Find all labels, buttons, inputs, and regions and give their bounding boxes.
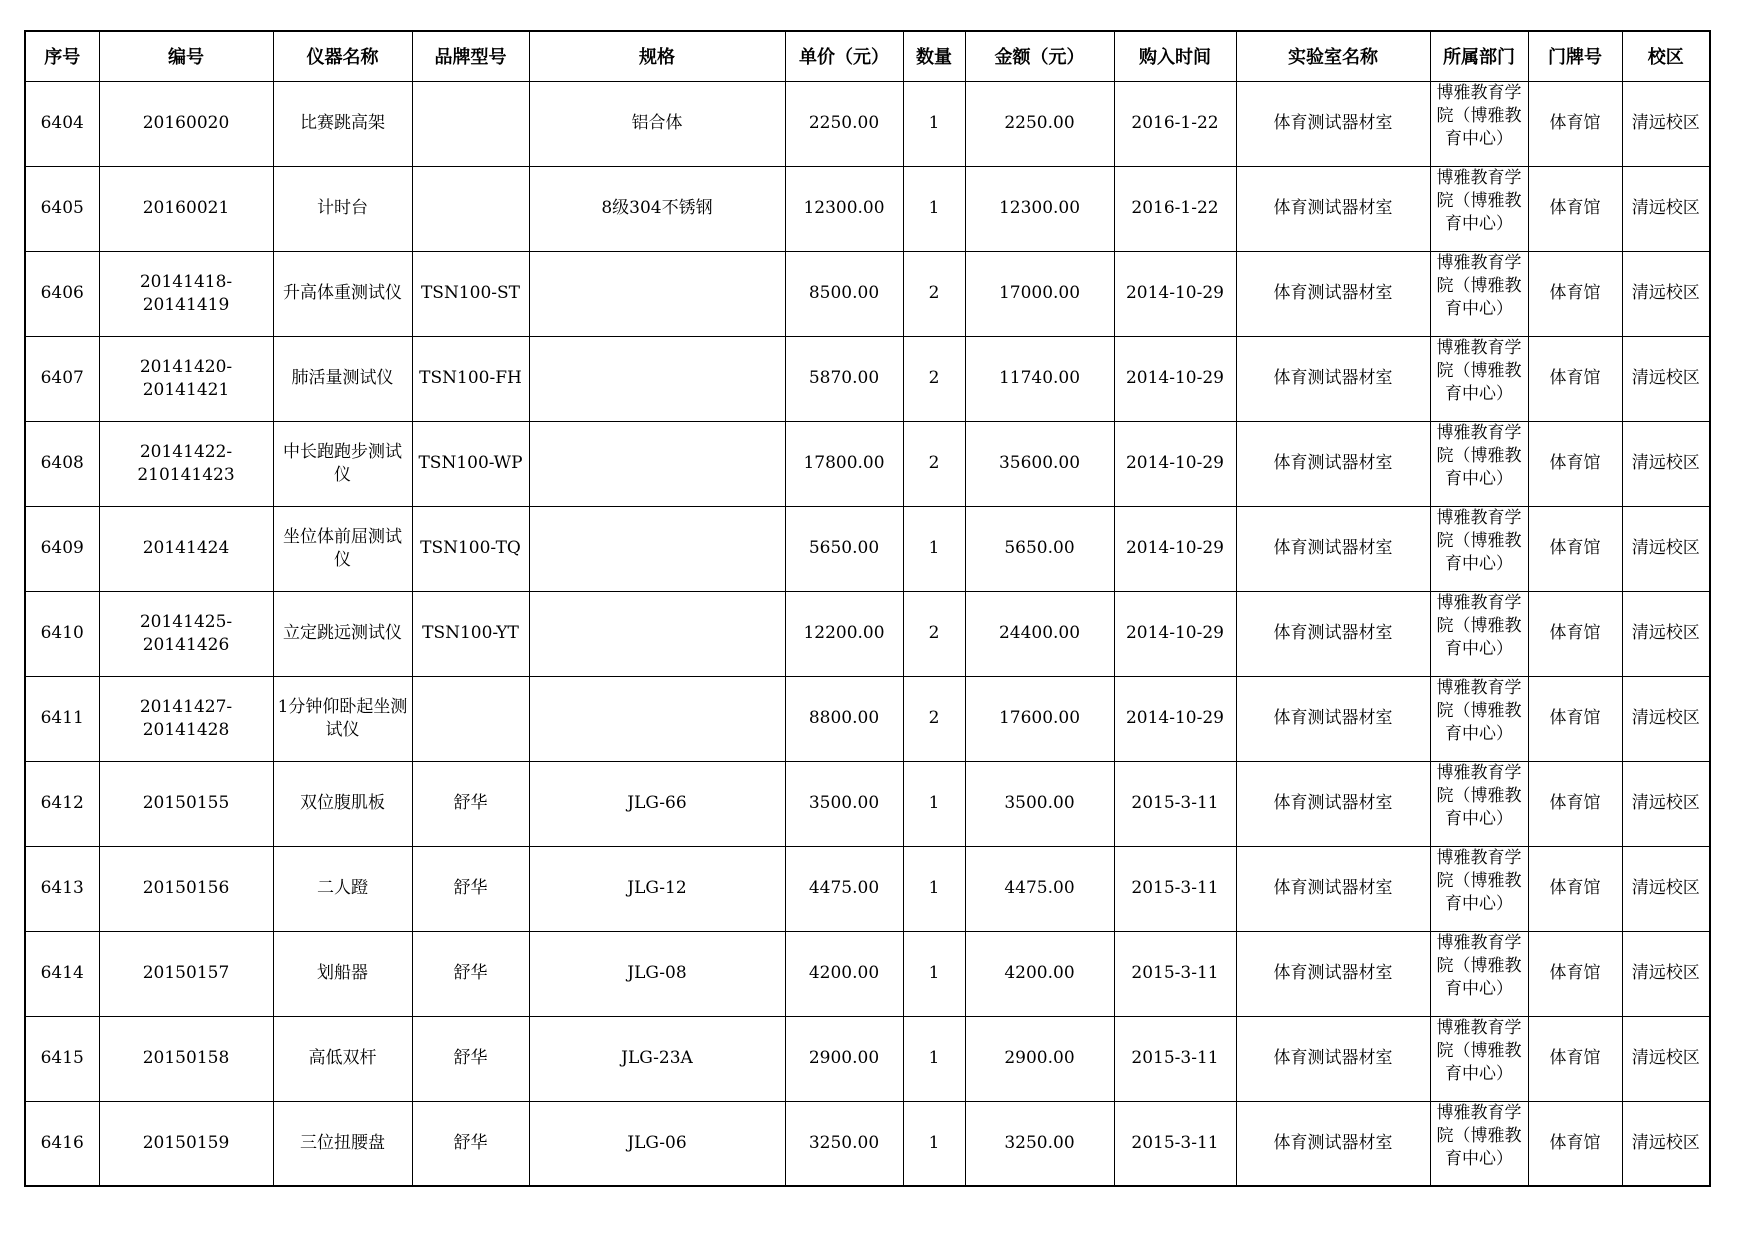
cell-code: 20150158 — [99, 1016, 273, 1101]
cell-code: 20141427-20141428 — [99, 676, 273, 761]
table-row — [25, 676, 1710, 761]
cell-spec — [529, 506, 785, 591]
header-brand: 品牌型号 — [412, 31, 529, 81]
cell-amount: 5650.00 — [965, 506, 1114, 591]
cell-amount: 17600.00 — [965, 676, 1114, 761]
cell-spec: JLG-06 — [529, 1101, 785, 1186]
cell-dept — [1430, 336, 1528, 421]
cell-seq: 6404 — [25, 81, 99, 166]
cell-spec: JLG-23A — [529, 1016, 785, 1101]
cell-brand: TSN100-TQ — [412, 506, 529, 591]
cell-seq: 6411 — [25, 676, 99, 761]
table-body — [25, 81, 1710, 1186]
cell-code: 20141422-210141423 — [99, 421, 273, 506]
cell-room: 体育馆 — [1528, 166, 1622, 251]
cell-dept — [1430, 81, 1528, 166]
cell-brand: 舒华 — [412, 846, 529, 931]
cell-brand: TSN100-YT — [412, 591, 529, 676]
cell-campus: 清远校区 — [1622, 1016, 1710, 1101]
cell-code: 20160020 — [99, 81, 273, 166]
dept-text: 博雅教育学院（博雅教育中心） — [1436, 82, 1522, 149]
equipment-table — [24, 30, 1711, 1187]
cell-code: 20160021 — [99, 166, 273, 251]
cell-lab: 体育测试器材室 — [1236, 1101, 1430, 1186]
cell-lab: 体育测试器材室 — [1236, 251, 1430, 336]
cell-qty: 2 — [903, 421, 965, 506]
cell-spec: 8级304不锈钢 — [529, 166, 785, 251]
table-row — [25, 846, 1710, 931]
cell-name: 计时台 — [273, 166, 412, 251]
cell-date: 2015-3-11 — [1114, 1016, 1236, 1101]
table-row — [25, 591, 1710, 676]
cell-room: 体育馆 — [1528, 1101, 1622, 1186]
cell-code: 20141424 — [99, 506, 273, 591]
cell-date: 2015-3-11 — [1114, 931, 1236, 1016]
cell-campus: 清远校区 — [1622, 591, 1710, 676]
header-price: 单价（元） — [785, 31, 903, 81]
cell-amount: 4475.00 — [965, 846, 1114, 931]
cell-room: 体育馆 — [1528, 251, 1622, 336]
cell-spec — [529, 676, 785, 761]
cell-lab: 体育测试器材室 — [1236, 506, 1430, 591]
cell-lab: 体育测试器材室 — [1236, 846, 1430, 931]
cell-amount: 3500.00 — [965, 761, 1114, 846]
cell-dept — [1430, 761, 1528, 846]
table-row — [25, 81, 1710, 166]
cell-price: 2900.00 — [785, 1016, 903, 1101]
cell-amount: 24400.00 — [965, 591, 1114, 676]
cell-qty: 2 — [903, 251, 965, 336]
cell-spec: 铝合体 — [529, 81, 785, 166]
cell-room: 体育馆 — [1528, 761, 1622, 846]
cell-amount: 12300.00 — [965, 166, 1114, 251]
cell-dept — [1430, 166, 1528, 251]
cell-room: 体育馆 — [1528, 931, 1622, 1016]
cell-campus: 清远校区 — [1622, 166, 1710, 251]
dept-text: 博雅教育学院（博雅教育中心） — [1436, 1102, 1522, 1169]
cell-name: 划船器 — [273, 931, 412, 1016]
cell-lab: 体育测试器材室 — [1236, 591, 1430, 676]
cell-brand: TSN100-FH — [412, 336, 529, 421]
cell-qty: 2 — [903, 336, 965, 421]
dept-text: 博雅教育学院（博雅教育中心） — [1436, 847, 1522, 914]
cell-lab: 体育测试器材室 — [1236, 166, 1430, 251]
cell-dept — [1430, 931, 1528, 1016]
header-seq: 序号 — [25, 31, 99, 81]
cell-campus: 清远校区 — [1622, 676, 1710, 761]
cell-campus: 清远校区 — [1622, 421, 1710, 506]
cell-brand: 舒华 — [412, 1101, 529, 1186]
table-row — [25, 421, 1710, 506]
cell-name: 升高体重测试仪 — [273, 251, 412, 336]
cell-campus: 清远校区 — [1622, 846, 1710, 931]
dept-text: 博雅教育学院（博雅教育中心） — [1436, 167, 1522, 234]
header-campus: 校区 — [1622, 31, 1710, 81]
cell-lab: 体育测试器材室 — [1236, 336, 1430, 421]
table-row — [25, 1016, 1710, 1101]
cell-code: 20141420-20141421 — [99, 336, 273, 421]
cell-spec — [529, 251, 785, 336]
cell-dept — [1430, 1101, 1528, 1186]
cell-name: 比赛跳高架 — [273, 81, 412, 166]
cell-brand — [412, 81, 529, 166]
cell-name: 1分钟仰卧起坐测试仪 — [273, 676, 412, 761]
cell-name: 三位扭腰盘 — [273, 1101, 412, 1186]
cell-qty: 1 — [903, 81, 965, 166]
cell-amount: 35600.00 — [965, 421, 1114, 506]
cell-dept — [1430, 506, 1528, 591]
cell-dept — [1430, 1016, 1528, 1101]
cell-seq: 6406 — [25, 251, 99, 336]
header-name: 仪器名称 — [273, 31, 412, 81]
cell-lab: 体育测试器材室 — [1236, 931, 1430, 1016]
cell-date: 2014-10-29 — [1114, 591, 1236, 676]
header-dept: 所属部门 — [1430, 31, 1528, 81]
cell-qty: 1 — [903, 1101, 965, 1186]
cell-price: 8800.00 — [785, 676, 903, 761]
table-row — [25, 931, 1710, 1016]
cell-price: 12300.00 — [785, 166, 903, 251]
cell-seq: 6407 — [25, 336, 99, 421]
dept-text: 博雅教育学院（博雅教育中心） — [1436, 422, 1522, 489]
cell-date: 2015-3-11 — [1114, 846, 1236, 931]
cell-date: 2014-10-29 — [1114, 676, 1236, 761]
cell-spec — [529, 421, 785, 506]
cell-spec — [529, 591, 785, 676]
cell-room: 体育馆 — [1528, 336, 1622, 421]
cell-price: 5870.00 — [785, 336, 903, 421]
cell-seq: 6410 — [25, 591, 99, 676]
cell-amount: 4200.00 — [965, 931, 1114, 1016]
cell-amount: 3250.00 — [965, 1101, 1114, 1186]
cell-seq: 6408 — [25, 421, 99, 506]
header-row — [25, 31, 1710, 81]
cell-qty: 1 — [903, 761, 965, 846]
header-date: 购入时间 — [1114, 31, 1236, 81]
cell-code: 20141418-20141419 — [99, 251, 273, 336]
cell-price: 3250.00 — [785, 1101, 903, 1186]
cell-qty: 1 — [903, 506, 965, 591]
cell-seq: 6409 — [25, 506, 99, 591]
cell-room: 体育馆 — [1528, 81, 1622, 166]
cell-qty: 1 — [903, 166, 965, 251]
cell-lab: 体育测试器材室 — [1236, 421, 1430, 506]
dept-text: 博雅教育学院（博雅教育中心） — [1436, 337, 1522, 404]
cell-qty: 1 — [903, 846, 965, 931]
cell-brand: TSN100-WP — [412, 421, 529, 506]
cell-dept — [1430, 421, 1528, 506]
cell-dept — [1430, 676, 1528, 761]
header-room: 门牌号 — [1528, 31, 1622, 81]
cell-name: 高低双杆 — [273, 1016, 412, 1101]
header-code: 编号 — [99, 31, 273, 81]
cell-campus: 清远校区 — [1622, 931, 1710, 1016]
cell-brand: 舒华 — [412, 761, 529, 846]
cell-name: 双位腹肌板 — [273, 761, 412, 846]
cell-brand: 舒华 — [412, 931, 529, 1016]
table-row — [25, 166, 1710, 251]
cell-brand — [412, 676, 529, 761]
cell-code: 20150157 — [99, 931, 273, 1016]
cell-campus: 清远校区 — [1622, 761, 1710, 846]
cell-room: 体育馆 — [1528, 421, 1622, 506]
cell-dept — [1430, 591, 1528, 676]
header-lab: 实验室名称 — [1236, 31, 1430, 81]
cell-qty: 2 — [903, 591, 965, 676]
cell-qty: 2 — [903, 676, 965, 761]
cell-spec: JLG-66 — [529, 761, 785, 846]
dept-text: 博雅教育学院（博雅教育中心） — [1436, 592, 1522, 659]
cell-code: 20141425-20141426 — [99, 591, 273, 676]
table-row — [25, 1101, 1710, 1186]
cell-code: 20150155 — [99, 761, 273, 846]
cell-dept — [1430, 251, 1528, 336]
cell-room: 体育馆 — [1528, 676, 1622, 761]
cell-campus: 清远校区 — [1622, 506, 1710, 591]
cell-campus: 清远校区 — [1622, 81, 1710, 166]
cell-brand: 舒华 — [412, 1016, 529, 1101]
cell-spec — [529, 336, 785, 421]
cell-date: 2015-3-11 — [1114, 761, 1236, 846]
cell-price: 3500.00 — [785, 761, 903, 846]
cell-spec: JLG-08 — [529, 931, 785, 1016]
cell-price: 4475.00 — [785, 846, 903, 931]
cell-room: 体育馆 — [1528, 1016, 1622, 1101]
cell-date: 2014-10-29 — [1114, 251, 1236, 336]
cell-date: 2016-1-22 — [1114, 166, 1236, 251]
cell-name: 立定跳远测试仪 — [273, 591, 412, 676]
cell-date: 2016-1-22 — [1114, 81, 1236, 166]
cell-price: 8500.00 — [785, 251, 903, 336]
table-row — [25, 506, 1710, 591]
cell-amount: 2250.00 — [965, 81, 1114, 166]
cell-room: 体育馆 — [1528, 846, 1622, 931]
cell-lab: 体育测试器材室 — [1236, 761, 1430, 846]
cell-date: 2014-10-29 — [1114, 336, 1236, 421]
header-amount: 金额（元） — [965, 31, 1114, 81]
cell-price: 4200.00 — [785, 931, 903, 1016]
cell-room: 体育馆 — [1528, 506, 1622, 591]
cell-campus: 清远校区 — [1622, 336, 1710, 421]
cell-amount: 2900.00 — [965, 1016, 1114, 1101]
cell-date: 2014-10-29 — [1114, 421, 1236, 506]
table-row — [25, 761, 1710, 846]
cell-name: 中长跑跑步测试仪 — [273, 421, 412, 506]
cell-name: 坐位体前屈测试仪 — [273, 506, 412, 591]
cell-lab: 体育测试器材室 — [1236, 1016, 1430, 1101]
cell-price: 5650.00 — [785, 506, 903, 591]
cell-room: 体育馆 — [1528, 591, 1622, 676]
cell-name: 肺活量测试仪 — [273, 336, 412, 421]
cell-date: 2014-10-29 — [1114, 506, 1236, 591]
dept-text: 博雅教育学院（博雅教育中心） — [1436, 252, 1522, 319]
header-qty: 数量 — [903, 31, 965, 81]
cell-seq: 6416 — [25, 1101, 99, 1186]
cell-amount: 11740.00 — [965, 336, 1114, 421]
table-row — [25, 336, 1710, 421]
cell-name: 二人蹬 — [273, 846, 412, 931]
cell-price: 2250.00 — [785, 81, 903, 166]
cell-campus: 清远校区 — [1622, 1101, 1710, 1186]
cell-qty: 1 — [903, 931, 965, 1016]
cell-dept — [1430, 846, 1528, 931]
cell-brand — [412, 166, 529, 251]
dept-text: 博雅教育学院（博雅教育中心） — [1436, 1017, 1522, 1084]
cell-spec: JLG-12 — [529, 846, 785, 931]
dept-text: 博雅教育学院（博雅教育中心） — [1436, 507, 1522, 574]
cell-seq: 6415 — [25, 1016, 99, 1101]
cell-lab: 体育测试器材室 — [1236, 81, 1430, 166]
cell-price: 17800.00 — [785, 421, 903, 506]
cell-amount: 17000.00 — [965, 251, 1114, 336]
dept-text: 博雅教育学院（博雅教育中心） — [1436, 932, 1522, 999]
cell-campus: 清远校区 — [1622, 251, 1710, 336]
header-spec: 规格 — [529, 31, 785, 81]
table-row — [25, 251, 1710, 336]
cell-date: 2015-3-11 — [1114, 1101, 1236, 1186]
cell-qty: 1 — [903, 1016, 965, 1101]
cell-price: 12200.00 — [785, 591, 903, 676]
cell-brand: TSN100-ST — [412, 251, 529, 336]
cell-seq: 6413 — [25, 846, 99, 931]
dept-text: 博雅教育学院（博雅教育中心） — [1436, 762, 1522, 829]
cell-seq: 6412 — [25, 761, 99, 846]
cell-seq: 6405 — [25, 166, 99, 251]
cell-code: 20150159 — [99, 1101, 273, 1186]
cell-code: 20150156 — [99, 846, 273, 931]
cell-seq: 6414 — [25, 931, 99, 1016]
cell-lab: 体育测试器材室 — [1236, 676, 1430, 761]
dept-text: 博雅教育学院（博雅教育中心） — [1436, 677, 1522, 744]
